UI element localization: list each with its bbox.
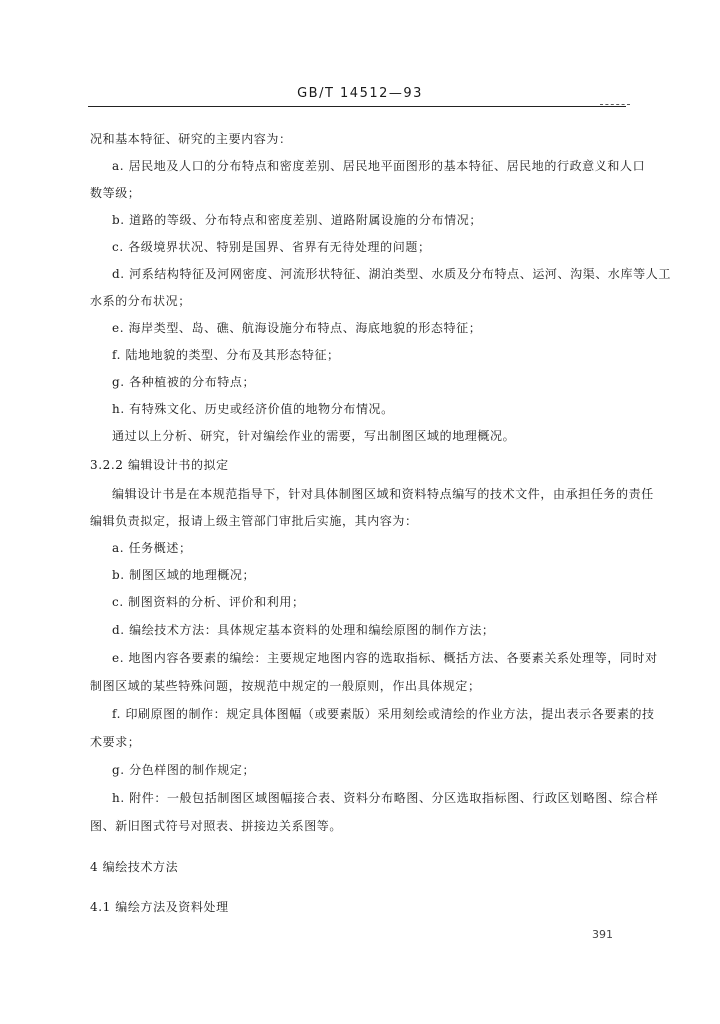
- list-item-h-line1: h. 附件：一般包括制图区域图幅接合表、资料分布略图、分区选取指标图、行政区划略图、综合样: [112, 791, 659, 805]
- list-item-f: f. 陆地地貌的类型、分布及其形态特征；: [112, 348, 340, 362]
- header-rule: [88, 106, 626, 107]
- list-item-d-line2: 水系的分布状况；: [90, 294, 191, 308]
- section-heading-4: 4 编绘技术方法: [90, 860, 179, 874]
- list-item-d-line1: d. 河系结构特征及河网密度、河流形状特征、湖泊类型、水质及分布特点、运河、沟渠、水库等人工: [112, 267, 671, 281]
- list-item-h: h. 有特殊文化、历史或经济价值的地物分布情况。: [112, 402, 394, 416]
- body-paragraph-line1: 编辑设计书是在本规范指导下，针对具体制图区域和资料特点编写的技术文件，由承担任务的责任: [112, 487, 654, 501]
- body-paragraph: 通过以上分析、研究，针对编绘作业的需要，写出制图区域的地理概况。: [112, 429, 516, 443]
- list-item-b: b. 道路的等级、分布特点和密度差别、道路附属设施的分布情况；: [112, 213, 482, 227]
- list-item-a: a. 任务概述；: [112, 541, 192, 555]
- list-item-f-line2: 术要求；: [90, 735, 141, 749]
- list-item-c: c. 制图资料的分析、评价和利用；: [112, 595, 305, 609]
- list-item-e-line2: 制图区域的某些特殊问题，按规范中规定的一般原则，作出具体规定；: [90, 679, 481, 693]
- header-rule-tail: [600, 104, 630, 105]
- list-item-e-line1: e. 地图内容各要素的编绘：主要规定地图内容的选取指标、概括方法、各要素关系处理等，同时对: [112, 651, 658, 665]
- section-heading-4-1: 4.1 编绘方法及资料处理: [90, 900, 229, 914]
- standard-code-header: GB/T 14512—93: [297, 86, 423, 101]
- body-paragraph-line2: 编辑负责拟定，报请上级主管部门审批后实施，其内容为：: [90, 514, 418, 528]
- list-item-a-line2: 数等级；: [90, 186, 141, 200]
- section-heading-3-2-2: 3.2.2 编辑设计书的拟定: [90, 458, 229, 472]
- body-line: 况和基本特征、研究的主要内容为：: [90, 132, 292, 146]
- list-item-d: d. 编绘技术方法：具体规定基本资料的处理和编绘原图的制作方法；: [112, 623, 495, 637]
- page-number: 391: [592, 928, 613, 941]
- list-item-g: g. 各种植被的分布特点；: [112, 375, 256, 389]
- list-item-b: b. 制图区域的地理概况；: [112, 568, 256, 582]
- list-item-e: e. 海岸类型、岛、礁、航海设施分布特点、海底地貌的形态特征；: [112, 321, 482, 335]
- list-item-h-line2: 图、新旧图式符号对照表、拼接边关系图等。: [90, 819, 343, 833]
- list-item-g: g. 分色样图的制作规定；: [112, 763, 256, 777]
- list-item-a-line1: a. 居民地及人口的分布特点和密度差别、居民地平面图形的基本特征、居民地的行政意义和人口: [112, 159, 646, 173]
- list-item-f-line1: f. 印刷原图的制作：规定具体图幅（或要素版）采用刻绘或清绘的作业方法，提出表示各要素的技: [112, 707, 655, 721]
- list-item-c: c. 各级境界状况、特别是国界、省界有无待处理的问题；: [112, 240, 431, 254]
